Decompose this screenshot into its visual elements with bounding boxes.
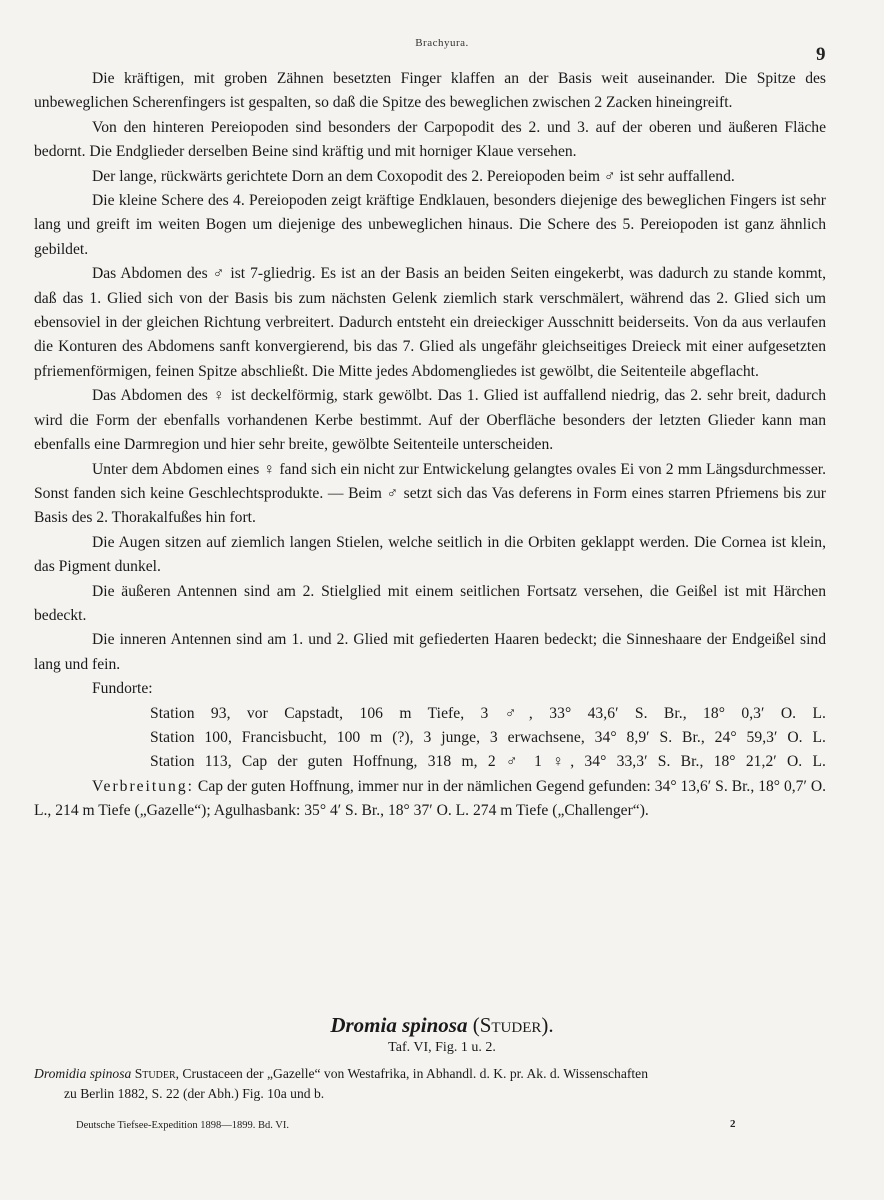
paragraph-eyes: Die Augen sitzen auf ziemlich langen Stielen, welche seitlich in die Orbiten geklappt werden. Die Cornea ist klein, das Pigment dunkel. <box>34 533 826 576</box>
plate-reference: Taf. VI, Fig. 1 u. 2. <box>388 1040 496 1055</box>
paragraph-outer-antennae: Die äußeren Antennen sind am 2. Stielglied mit einem seitlichen Fortsatz versehen, die Geißel ist mit Härchen bedeckt. <box>34 582 826 624</box>
distribution-text: Cap der guten Hoffnung, immer nur in der nämlichen Gegend gefunden: 34° 13,6′ S. Br., 18° 0,7′ O. L., 214 m Tiefe („Gazelle“); Agulhasbank: 35° 4′ S. Br., 18° 37′ O. L. 274 m Tiefe („Challenger“). <box>34 777 827 820</box>
paragraph-inner-antennae: Die inneren Antennen sind am 1. und 2. Glied mit gefiederten Haaren bedeckt; die Sinneshaare der Endgeißel sind lang und fein. <box>34 631 826 673</box>
synonym-citation: Crustaceen der „Gazelle“ von Westafrika, in Abhandl. d. K. pr. Ak. d. Wissenschaften <box>182 1066 648 1081</box>
paragraph-female-abdomen: Das Abdomen des ♀ ist deckelförmig, stark gewölbt. Das 1. Glied ist auffallend niedrig, das 2. sehr breit, dadurch wird die Form der ebenfalls vorhandenen Kerbe bestimmt. Auf der Oberfläche besonders der letzten Glieder kann man ebenfalls eine Darmregion und hier sehr breite, gewölbte Seitenteile unterscheiden. <box>34 387 826 454</box>
running-title: Brachyura. <box>415 37 469 49</box>
station-row: Station 93, vor Capstadt, 106 m Tiefe, 3 ♂, 33° 43,6′ S. Br., 18° 0,3′ O. L. <box>150 704 826 722</box>
body-text <box>34 67 826 824</box>
synonym-name: Dromidia spinosa <box>34 1066 132 1081</box>
species-heading <box>0 1013 884 1038</box>
synonym-author: Studer, <box>134 1066 180 1081</box>
species-author: (Studer). <box>472 1013 554 1037</box>
synonymy-line <box>34 1064 826 1084</box>
paragraph-egg: Unter dem Abdomen eines ♀ fand sich ein nicht zur Entwickelung gelangtes ovales Ei von 2 mm Längsdurchmesser. Sonst fanden sich keine Geschlechtsprodukte. — Beim ♂ setzt sich das Vas deferens in Form eines starren Pfriemens bis zur Basis des 2. Thorakalfußes hin fort. <box>34 460 826 527</box>
paragraph-male-abdomen: Das Abdomen des ♂ ist 7-gliedrig. Es ist an der Basis an beiden Seiten eingekerbt, was dadurch zu stande kommt, daß das 1. Glied sich von der Basis bis zum nächsten Gelenk ziemlich stark verschmälert, während das 2. Glied sich um ebensoviel in der gleichen Richtung verbreitert. Dadurch entsteht ein dreieckiger Ausschnitt beiderseits. Von da aus verlaufen die Konturen des Abdomens sanft konvergierend, bis das 7. Glied als ungefähr gleichseitiges Dreieck mit einer aufgesetzten pfriemenförmigen, feinen Spitze abschließt. Die Mitte jedes Abdomengliedes ist gewölbt, die Seitenteile abgeflacht. <box>34 265 826 380</box>
station-row: Station 100, Francisbucht, 100 m (?), 3 junge, 3 erwachsene, 34° 8,9′ S. Br., 24° 59,3′ O. L. <box>150 728 826 746</box>
localities-heading: Fundorte: <box>92 680 153 698</box>
distribution-paragraph <box>34 775 826 824</box>
paragraph-fingers: Die kräftigen, mit groben Zähnen besetzten Finger klaffen an der Basis weit auseinander. Die Spitze des unbeweglichen Scherenfingers ist gespalten, so daß die Spitze des beweglichen zwischen 2 Zacken hineingreift. <box>34 70 826 112</box>
page-number: 9 <box>816 44 826 65</box>
paragraph-coxopodit-spine: Der lange, rückwärts gerichtete Dorn an dem Coxopodit des 2. Pereiopoden beim ♂ ist sehr auffallend. <box>92 167 735 185</box>
distribution-label: Verbreitung: <box>92 777 194 795</box>
series-footer: Deutsche Tiefsee-Expedition 1898—1899. Bd. VI. <box>76 1120 289 1131</box>
station-row: Station 113, Cap der guten Hoffnung, 318 m, 2 ♂ 1 ♀, 34° 33,3′ S. Br., 18° 21,2′ O. L. <box>150 753 826 771</box>
synonymy-entry <box>34 1064 826 1104</box>
species-name: Dromia spinosa <box>330 1013 468 1037</box>
paragraph-pereiopods-rear: Von den hinteren Pereiopoden sind besonders der Carpopodit des 2. und 3. auf der oberen und äußeren Fläche bedornt. Die Endglieder derselben Beine sind kräftig und mit horniger Klaue versehen. <box>34 118 826 161</box>
synonym-citation-continuation: zu Berlin 1882, S. 22 (der Abh.) Fig. 10a und b. <box>64 1086 325 1101</box>
paragraph-fourth-chela: Die kleine Schere des 4. Pereiopoden zeigt kräftige Endklauen, besonders diejenige des beweglichen Fingers ist sehr lang und greift im weiten Bogen um diejenige des unbeweglichen hinaus. Die Schere des 5. Pereiopoden ist ganz ähnlich gebildet. <box>34 192 826 258</box>
signature-mark: 2 <box>730 1118 736 1130</box>
